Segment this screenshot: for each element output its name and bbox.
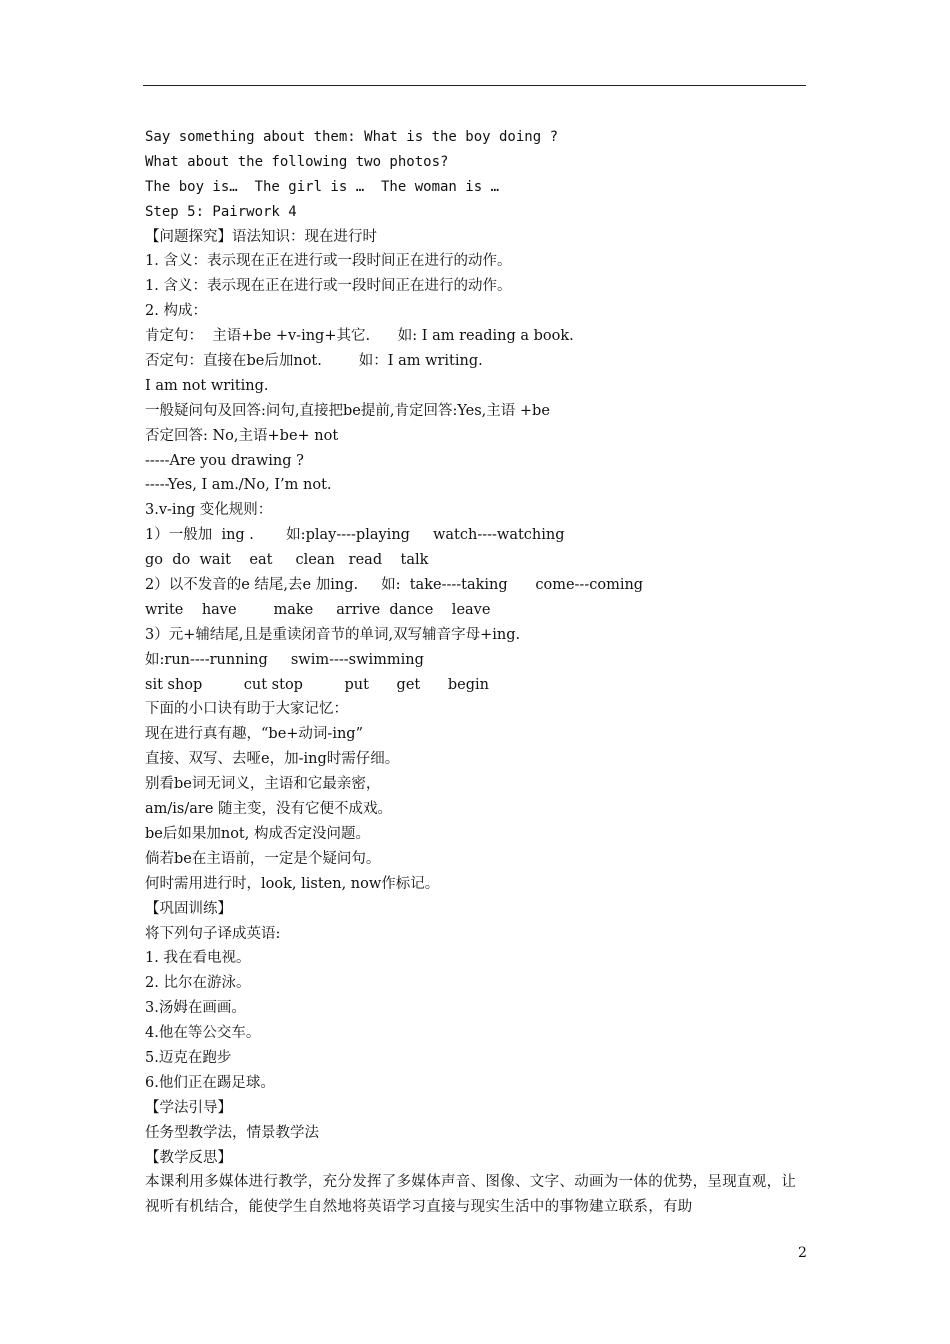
- text-line: 何时需用进行时，look, listen, now作标记。: [145, 875, 440, 892]
- exercise-item: 2. 比尔在游泳。: [145, 975, 251, 992]
- text-line: 现在进行真有趣，“be+动词-ing”: [145, 726, 363, 743]
- text-line: 1）一般加 ing . 如:play----playing watch----watching: [145, 527, 565, 544]
- text-line: 2）以不发音的e 结尾,去e 加ing. 如: take----taking come---coming: [145, 577, 644, 594]
- text-line: 任务型教学法，情景教学法: [145, 1124, 319, 1141]
- text-line: am/is/are 随主变，没有它便不成戏。: [145, 801, 393, 818]
- text-line: 别看be词无词义，主语和它最亲密，: [145, 776, 381, 793]
- exercise-item: 3.汤姆在画画。: [145, 1000, 246, 1017]
- text-line: 1. 含义：表示现在正在进行或一段时间正在进行的动作。: [145, 253, 512, 270]
- text-line: I am not writing.: [145, 377, 269, 394]
- section-heading: 【巩固训练】: [145, 900, 232, 917]
- header-rule: [143, 85, 806, 86]
- text-line: 如:run----running swim----swimming: [145, 651, 424, 668]
- text-line: -----Yes, I am./No, I’m not.: [145, 477, 332, 494]
- text-line: 否定句：直接在be后加not. 如：I am writing.: [145, 353, 483, 370]
- text-line: 直接、双写、去哑e，加-ing时需仔细。: [145, 751, 400, 768]
- reflection-paragraph: 本课利用多媒体进行教学，充分发挥了多媒体声音、图像、文字、动画为一体的优势，呈现直观，让视听有机结合，能使学生自然地将英语学习直接与现实生活中的事物建立联系，有助: [145, 1174, 797, 1216]
- text-line: 2. 构成：: [145, 303, 207, 320]
- text-line: 肯定句： 主语+be +v-ing+其它. 如: I am reading a book.: [145, 328, 574, 345]
- text-line: 将下列句子译成英语:: [145, 925, 281, 942]
- text-line: The boy is… The girl is … The woman is …: [145, 178, 500, 195]
- text-line: 下面的小口诀有助于大家记忆：: [145, 701, 348, 718]
- text-line: -----Are you drawing ?: [145, 452, 304, 469]
- document-body: [145, 125, 810, 1220]
- text-line: What about the following two photos?: [145, 153, 449, 170]
- section-heading: 【教学反思】: [145, 1149, 232, 1166]
- text-line: 1. 含义：表示现在正在进行或一段时间正在进行的动作。: [145, 278, 512, 295]
- text-line: 倘若be在主语前，一定是个疑问句。: [145, 850, 381, 867]
- text-line: 3.v-ing 变化规则：: [145, 502, 273, 519]
- text-line: 3）元+辅结尾,且是重读闭音节的单词,双写辅音字母+ing.: [145, 626, 521, 643]
- exercise-item: 4.他在等公交车。: [145, 1025, 261, 1042]
- text-line: 一般疑问句及回答:问句,直接把be提前,肯定回答:Yes,主语 +be: [145, 402, 550, 419]
- text-line: Say something about them: What is the boy doing ?: [145, 129, 559, 145]
- text-line: 否定回答: No,主语+be+ not: [145, 427, 339, 444]
- section-heading: 【学法引导】: [145, 1099, 232, 1116]
- exercise-item: 6.他们正在踢足球。: [145, 1074, 275, 1091]
- exercise-item: 5.迈克在跑步: [145, 1049, 232, 1066]
- text-line: sit shop cut stop put get begin: [145, 676, 490, 693]
- text-line: Step 5: Pairwork 4: [145, 203, 297, 220]
- section-heading: 【问题探究】语法知识：现在进行时: [145, 228, 377, 245]
- text-line: be后如果加not, 构成否定没问题。: [145, 825, 370, 842]
- text-line: write have make arrive dance leave: [145, 601, 491, 618]
- text-line: go do wait eat clean read talk: [145, 552, 429, 569]
- exercise-item: 1. 我在看电视。: [145, 950, 251, 967]
- page-number: 2: [798, 1245, 807, 1261]
